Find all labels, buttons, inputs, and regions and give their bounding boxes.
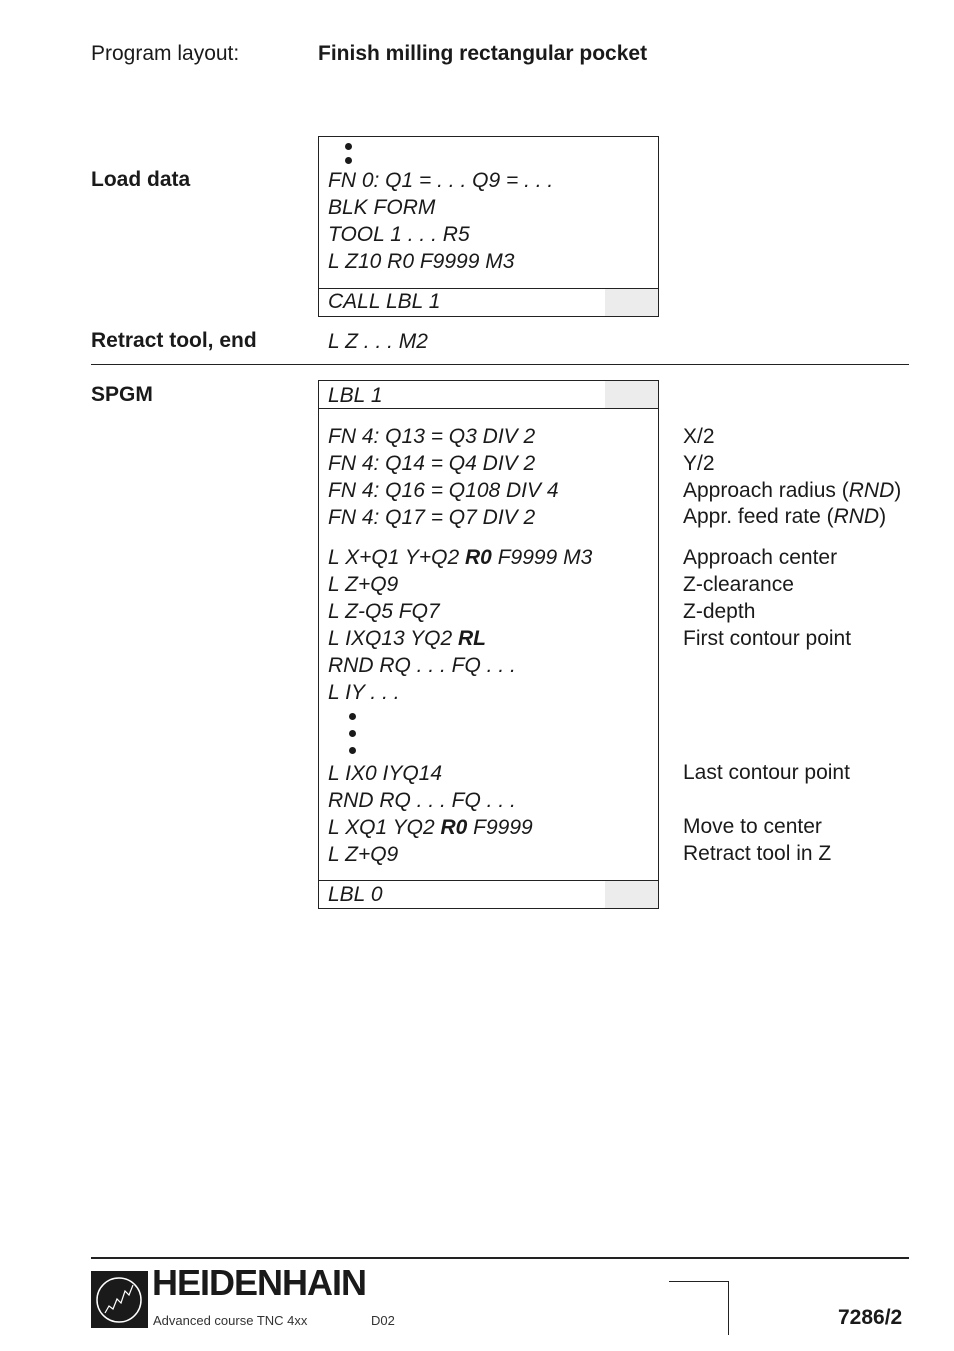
call-label: CALL LBL 1: [328, 290, 441, 313]
lbl-end-row: [319, 881, 658, 908]
code-line: RND RQ . . . FQ . . .: [328, 654, 516, 677]
load-data-box: [318, 136, 659, 317]
comment: Retract tool in Z: [683, 842, 832, 865]
code-line: FN 4: Q13 = Q3 DIV 2: [328, 425, 536, 448]
comment: Approach radius (RND): [683, 479, 902, 502]
comment: Approach center: [683, 546, 838, 569]
heidenhain-logo-icon: [91, 1271, 148, 1328]
footer-rule: [91, 1257, 909, 1259]
code-line: TOOL 1 . . . R5: [328, 223, 470, 246]
code-line: L Z10 R0 F9999 M3: [328, 250, 515, 273]
divider: [319, 408, 658, 409]
code-line: RND RQ . . . FQ . . .: [328, 789, 516, 812]
comment: X/2: [683, 425, 715, 448]
lbl-start-row: [319, 381, 658, 408]
code-line: BLK FORM: [328, 196, 436, 219]
retract-code: L Z . . . M2: [328, 330, 428, 353]
code-line: L XQ1 YQ2 R0 F9999: [328, 816, 533, 839]
section-divider: [91, 364, 909, 365]
code-line: L IY . . .: [328, 681, 400, 704]
brand-wordmark: HEIDENHAIN: [152, 1262, 367, 1303]
ellipsis-dot: [349, 713, 356, 720]
corner-mark-v: [728, 1281, 729, 1335]
shade-cell: [605, 381, 658, 408]
lbl-start: LBL 1: [328, 384, 383, 407]
page-title: Finish milling rectangular pocket: [318, 42, 648, 65]
code-line: L Z-Q5 FQ7: [328, 600, 440, 623]
ellipsis-dot: [345, 157, 352, 164]
comment: Last contour point: [683, 761, 850, 784]
comment: Y/2: [683, 452, 715, 475]
code-line: L Z+Q9: [328, 843, 399, 866]
code-line: FN 4: Q14 = Q4 DIV 2: [328, 452, 536, 475]
comment: First contour point: [683, 627, 852, 650]
code-line: FN 4: Q17 = Q7 DIV 2: [328, 506, 536, 529]
comment: Z-clearance: [683, 573, 794, 596]
shade-cell: [605, 289, 658, 316]
code-line: L IX0 IYQ14: [328, 762, 443, 785]
code-line: L X+Q1 Y+Q2 R0 F9999 M3: [328, 546, 593, 569]
shade-cell: [605, 881, 658, 908]
spgm-box: [318, 380, 659, 909]
lbl-end: LBL 0: [328, 883, 383, 906]
section-load-data: Load data: [91, 168, 191, 191]
code-line: FN 4: Q16 = Q108 DIV 4: [328, 479, 559, 502]
call-row: [319, 289, 658, 316]
course-code: D02: [371, 1313, 395, 1328]
comment: Z-depth: [683, 600, 756, 623]
ellipsis-dot: [345, 143, 352, 150]
program-layout-label: Program layout:: [91, 42, 240, 65]
comment: Move to center: [683, 815, 822, 838]
section-retract: Retract tool, end: [91, 329, 257, 352]
code-line: L IXQ13 YQ2 RL: [328, 627, 486, 650]
comment: Appr. feed rate (RND): [683, 505, 887, 528]
section-spgm: SPGM: [91, 383, 153, 406]
code-line: L Z+Q9: [328, 573, 399, 596]
corner-mark-h: [669, 1281, 729, 1282]
ellipsis-dot: [349, 730, 356, 737]
code-line: FN 0: Q1 = . . . Q9 = . . .: [328, 169, 554, 192]
page-number: 7286/2: [838, 1306, 903, 1329]
ellipsis-dot: [349, 747, 356, 754]
course-name: Advanced course TNC 4xx: [153, 1313, 308, 1328]
